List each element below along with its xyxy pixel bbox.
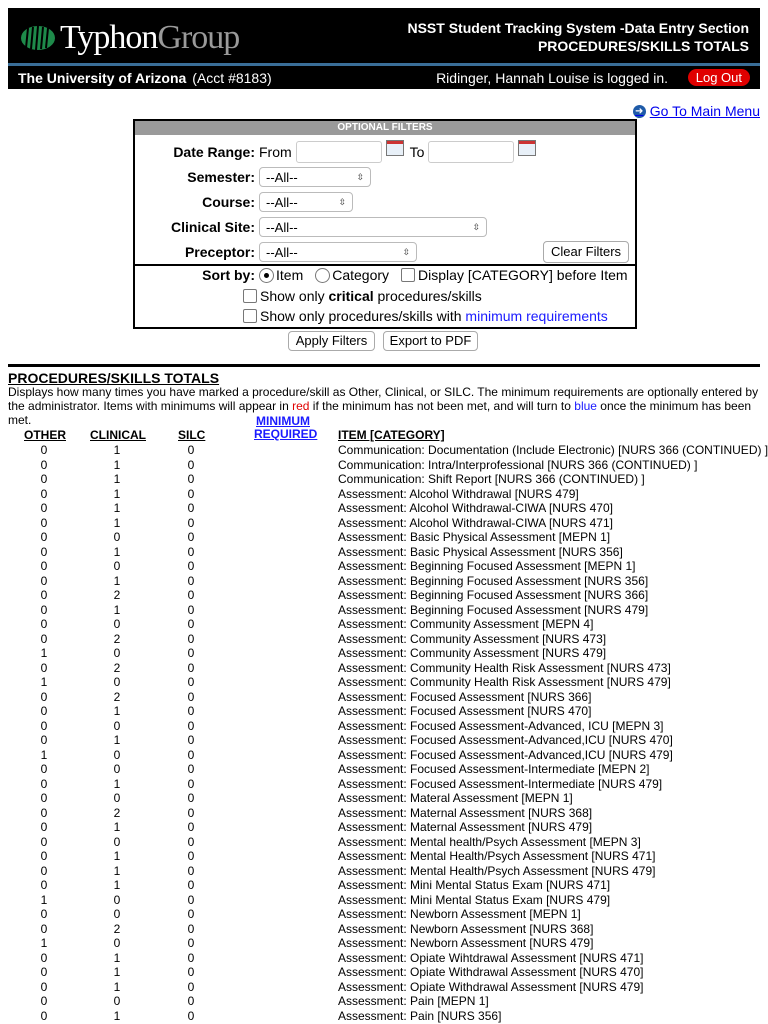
cell-silc: 0	[187, 689, 195, 704]
cell-item: Assessment: Beginning Focused Assessment [NURS 356]	[338, 573, 649, 588]
cell-item: Assessment: Mental Health/Psych Assessment [NURS 479]	[338, 863, 656, 878]
cell-clinical: 0	[113, 617, 121, 631]
sort-category-label: Category	[332, 267, 390, 283]
chevron-updown-icon: ⇳	[338, 196, 346, 207]
cell-other: 0	[40, 762, 48, 776]
table-row	[0, 951, 768, 966]
account-bar	[8, 66, 760, 89]
table-row	[0, 661, 768, 676]
cell-silc: 0	[187, 791, 195, 805]
cell-clinical: 1	[113, 704, 121, 718]
cell-other: 0	[40, 805, 48, 820]
cell-clinical: 1	[113, 820, 121, 834]
typhon-logo-icon	[20, 24, 56, 52]
cell-silc: 0	[187, 979, 195, 994]
cell-clinical: 0	[113, 718, 121, 733]
cell-silc: 0	[187, 834, 195, 849]
cell-clinical: 1	[113, 515, 121, 530]
sort-row	[135, 267, 628, 283]
cell-silc: 0	[187, 515, 195, 530]
cell-clinical: 1	[113, 486, 121, 501]
cell-clinical: 1	[113, 501, 121, 515]
cell-item: Assessment: Focused Assessment-Intermediate [MEPN 2]	[338, 762, 650, 776]
header-minimum-line2: REQUIRED	[254, 427, 318, 441]
table-row	[0, 820, 768, 835]
cell-other: 1	[40, 646, 48, 660]
table-row	[0, 907, 768, 922]
cell-clinical: 1	[113, 878, 121, 892]
cell-silc: 0	[187, 486, 195, 501]
cell-clinical: 0	[113, 936, 121, 950]
account-number: (Acct #8183)	[192, 70, 272, 86]
cell-item: Communication: Intra/Interprofessional [NURS 366 (CONTINUED) ]	[338, 457, 698, 472]
cell-item: Assessment: Focused Assessment-Advanced, ICU [MEPN 3]	[338, 718, 664, 733]
desc-part-2: if the minimum has not been met, and will turn to	[312, 399, 571, 413]
cell-other: 0	[40, 776, 48, 791]
cell-other: 0	[40, 457, 48, 472]
cell-other: 0	[40, 878, 48, 892]
table-row	[0, 632, 768, 647]
cell-clinical: 2	[113, 660, 121, 675]
section-title: PROCEDURES/SKILLS TOTALS	[8, 370, 220, 386]
cell-item: Assessment: Community Assessment [NURS 473]	[338, 631, 607, 646]
display-category-label: Display [CATEGORY] before Item	[418, 267, 628, 283]
semester-label: Semester:	[187, 169, 255, 185]
date-range-label: Date Range:	[173, 144, 255, 160]
filters-divider	[135, 264, 635, 266]
date-from-input[interactable]	[296, 141, 382, 163]
cell-other: 0	[40, 602, 48, 617]
cell-clinical: 1	[113, 472, 121, 486]
desc-part-3: once the minimum has been met.	[8, 399, 752, 427]
critical-row	[243, 288, 482, 304]
logo-text-group: Group	[157, 19, 240, 56]
cell-other: 0	[40, 472, 48, 486]
header-other[interactable]: OTHER	[24, 428, 66, 442]
table-row	[0, 965, 768, 980]
university-name	[18, 70, 272, 86]
cell-clinical: 0	[113, 834, 121, 849]
cell-other: 0	[40, 863, 48, 878]
cell-clinical: 1	[113, 1008, 121, 1023]
date-to-input[interactable]	[428, 141, 514, 163]
clinical-site-row	[135, 217, 487, 237]
cell-silc: 0	[187, 907, 195, 921]
header-minimum-required[interactable]	[254, 414, 318, 441]
minimum-only-checkbox[interactable]	[243, 309, 257, 323]
cell-item: Assessment: Newborn Assessment [NURS 368]	[338, 921, 594, 936]
table-row	[0, 791, 768, 806]
cell-silc: 0	[187, 863, 195, 878]
desc-red: red	[292, 399, 310, 413]
table-row	[0, 675, 768, 690]
cell-silc: 0	[187, 544, 195, 559]
cell-clinical: 1	[113, 950, 121, 965]
cell-other: 0	[40, 689, 48, 704]
cell-silc: 0	[187, 457, 195, 472]
cell-other: 0	[40, 834, 48, 849]
cell-silc: 0	[187, 965, 195, 979]
cell-clinical: 2	[113, 805, 121, 820]
logged-in-status: Ridinger, Hannah Louise is logged in.	[436, 70, 668, 86]
cell-item: Assessment: Mental Health/Psych Assessment [NURS 471]	[338, 849, 656, 863]
semester-select[interactable]	[259, 167, 371, 187]
clinical-site-value: --All--	[266, 219, 298, 235]
table-row	[0, 516, 768, 531]
cell-other: 0	[40, 544, 48, 559]
cell-silc: 0	[187, 704, 195, 718]
cell-clinical: 1	[113, 965, 121, 979]
cell-other: 0	[40, 791, 48, 805]
table-row	[0, 487, 768, 502]
cell-silc: 0	[187, 994, 195, 1008]
cell-item: Assessment: Mini Mental Status Exam [NURS 471]	[338, 878, 611, 892]
from-label: From	[259, 144, 292, 160]
system-title: NSST Student Tracking System -Data Entry Section	[407, 20, 749, 36]
cell-silc: 0	[187, 631, 195, 646]
semester-value: --All--	[266, 169, 298, 185]
cell-clinical: 0	[113, 747, 121, 762]
cell-clinical: 1	[113, 776, 121, 791]
cell-item: Assessment: Opiate Withdrawal Assessment [NURS 479]	[338, 979, 644, 994]
cell-other: 0	[40, 733, 48, 747]
cell-other: 0	[40, 965, 48, 979]
table-row	[0, 980, 768, 995]
critical-post: procedures/skills	[377, 288, 482, 304]
cell-item: Assessment: Community Health Risk Assessment [NURS 473]	[338, 660, 671, 675]
preceptor-select[interactable]	[259, 242, 417, 262]
cell-clinical: 0	[113, 762, 121, 776]
sort-item-label: Item	[276, 267, 304, 283]
cell-other: 0	[40, 573, 48, 588]
cell-item: Assessment: Community Assessment [NURS 479]	[338, 646, 607, 660]
arrow-right-icon: ➜	[633, 105, 646, 118]
cell-item: Assessment: Pain [MEPN 1]	[338, 994, 489, 1008]
cell-clinical: 1	[113, 863, 121, 878]
cell-silc: 0	[187, 675, 195, 689]
clear-filters-button[interactable]: Clear Filters	[543, 241, 629, 263]
cell-silc: 0	[187, 733, 195, 747]
minimum-pre: Show only procedures/skills with	[260, 308, 462, 324]
section-divider	[8, 364, 760, 367]
cell-other: 0	[40, 515, 48, 530]
cell-silc: 0	[187, 747, 195, 762]
table-row	[0, 704, 768, 719]
desc-part-1: Displays how many times you have marked a procedure/skill as Other, Clinical, or SILC. The minimum requirements are optionally entered by the administrator. Items with minimums will appear in	[8, 385, 759, 413]
cell-silc: 0	[187, 805, 195, 820]
chevron-updown-icon: ⇳	[402, 246, 410, 257]
cell-clinical: 2	[113, 921, 121, 936]
cell-clinical: 0	[113, 675, 121, 689]
apply-filters-button[interactable]: Apply Filters	[288, 331, 375, 351]
to-label: To	[409, 144, 425, 160]
cell-item: Assessment: Beginning Focused Assessment [NURS 479]	[338, 602, 649, 617]
table-row	[0, 458, 768, 473]
system-title-block	[407, 19, 749, 55]
cell-other: 0	[40, 1008, 48, 1023]
table-row	[0, 472, 768, 487]
cell-item: Assessment: Opiate Wihtdrawal Assessment [NURS 471]	[338, 950, 644, 965]
cell-silc: 0	[187, 936, 195, 950]
cell-item: Assessment: Focused Assessment [NURS 470]	[338, 704, 592, 718]
cell-silc: 0	[187, 1008, 195, 1023]
cell-clinical: 0	[113, 530, 121, 544]
cell-clinical: 0	[113, 559, 121, 573]
course-label: Course:	[202, 194, 255, 210]
cell-item: Communication: Shift Report [NURS 366 (CONTINUED) ]	[338, 472, 645, 486]
cell-silc: 0	[187, 501, 195, 515]
table-row	[0, 501, 768, 516]
table-row	[0, 719, 768, 734]
page-title: PROCEDURES/SKILLS TOTALS	[537, 38, 749, 54]
typhon-logo[interactable]	[20, 18, 239, 58]
cell-item: Assessment: Focused Assessment-Advanced,ICU [NURS 479]	[338, 747, 673, 762]
critical-only-checkbox[interactable]	[243, 289, 257, 303]
logout-button[interactable]: Log Out	[688, 69, 750, 86]
cell-silc: 0	[187, 776, 195, 791]
chevron-updown-icon: ⇳	[472, 221, 480, 232]
minimum-requirements-link[interactable]: minimum requirements	[465, 308, 608, 324]
preceptor-label: Preceptor:	[184, 244, 255, 260]
desc-blue: blue	[574, 399, 597, 413]
header-minimum-line1: MINIMUM	[256, 414, 310, 428]
cell-other: 0	[40, 907, 48, 921]
preceptor-row	[135, 242, 417, 262]
clinical-site-select[interactable]	[259, 217, 487, 237]
cell-silc: 0	[187, 573, 195, 588]
cell-other: 0	[40, 979, 48, 994]
cell-other: 0	[40, 994, 48, 1008]
cell-silc: 0	[187, 443, 195, 457]
cell-other: 1	[40, 675, 48, 689]
cell-silc: 0	[187, 646, 195, 660]
totals-table-body	[0, 443, 768, 1023]
table-row	[0, 893, 768, 908]
cell-item: Assessment: Focused Assessment [NURS 366]	[338, 689, 592, 704]
cell-item: Assessment: Pain [NURS 356]	[338, 1008, 502, 1023]
cell-item: Assessment: Alcohol Withdrawal [NURS 479]	[338, 486, 579, 501]
main-menu-label: Go To Main Menu	[649, 103, 760, 119]
table-row	[0, 545, 768, 560]
cell-item: Assessment: Alcohol Withdrawal-CIWA [NURS 470]	[338, 501, 613, 515]
header-silc[interactable]: SILC	[178, 428, 206, 442]
cell-other: 0	[40, 718, 48, 733]
cell-clinical: 2	[113, 588, 121, 602]
cell-clinical: 0	[113, 791, 121, 805]
cell-item: Assessment: Mini Mental Status Exam [NURS 479]	[338, 892, 611, 907]
cell-other: 0	[40, 588, 48, 602]
cell-other: 1	[40, 892, 48, 907]
cell-item: Assessment: Mental health/Psych Assessment [MEPN 3]	[338, 834, 641, 849]
section-description	[8, 385, 762, 427]
minimum-row	[243, 308, 608, 324]
cell-silc: 0	[187, 820, 195, 834]
cell-clinical: 0	[113, 907, 121, 921]
table-row	[0, 588, 768, 603]
cell-item: Assessment: Beginning Focused Assessment [NURS 366]	[338, 588, 649, 602]
table-row	[0, 849, 768, 864]
cell-clinical: 1	[113, 544, 121, 559]
cell-other: 0	[40, 486, 48, 501]
cell-silc: 0	[187, 718, 195, 733]
cell-clinical: 1	[113, 573, 121, 588]
table-row	[0, 574, 768, 589]
cell-item: Assessment: Newborn Assessment [MEPN 1]	[338, 907, 581, 921]
table-row	[0, 617, 768, 632]
table-row	[0, 806, 768, 821]
cell-clinical: 1	[113, 602, 121, 617]
table-row	[0, 559, 768, 574]
cell-silc: 0	[187, 878, 195, 892]
app-header	[8, 8, 760, 65]
cell-other: 0	[40, 704, 48, 718]
table-row	[0, 994, 768, 1009]
course-select[interactable]	[259, 192, 353, 212]
table-row	[0, 777, 768, 792]
cell-item: Assessment: Community Health Risk Assessment [NURS 479]	[338, 675, 671, 689]
cell-silc: 0	[187, 588, 195, 602]
cell-other: 0	[40, 617, 48, 631]
cell-clinical: 0	[113, 994, 121, 1008]
course-row	[135, 192, 353, 212]
cell-item: Assessment: Focused Assessment-Advanced,ICU [NURS 470]	[338, 733, 673, 747]
main-menu-link[interactable]	[633, 103, 760, 119]
cell-silc: 0	[187, 660, 195, 675]
cell-item: Assessment: Opiate Withdrawal Assessment [NURS 470]	[338, 965, 644, 979]
cell-silc: 0	[187, 472, 195, 486]
cell-clinical: 1	[113, 979, 121, 994]
cell-item: Assessment: Basic Physical Assessment [NURS 356]	[338, 544, 623, 559]
table-row	[0, 690, 768, 705]
cell-other: 0	[40, 660, 48, 675]
cell-clinical: 1	[113, 733, 121, 747]
cell-other: 1	[40, 936, 48, 950]
cell-other: 0	[40, 849, 48, 863]
cell-silc: 0	[187, 849, 195, 863]
table-row	[0, 603, 768, 618]
date-range-row	[135, 141, 540, 163]
cell-item: Assessment: Focused Assessment-Intermediate [NURS 479]	[338, 776, 663, 791]
table-row	[0, 733, 768, 748]
cell-clinical: 2	[113, 689, 121, 704]
cell-other: 1	[40, 747, 48, 762]
table-row	[0, 864, 768, 879]
cell-other: 0	[40, 559, 48, 573]
cell-silc: 0	[187, 530, 195, 544]
header-item-category[interactable]: ITEM [CATEGORY]	[338, 428, 445, 442]
cell-item: Assessment: Newborn Assessment [NURS 479]	[338, 936, 594, 950]
display-category-checkbox[interactable]	[401, 268, 415, 282]
table-row	[0, 646, 768, 661]
cell-item: Assessment: Maternal Assessment [NURS 368]	[338, 805, 593, 820]
sort-category-radio[interactable]	[315, 268, 330, 283]
optional-filters-panel	[133, 119, 637, 329]
cell-silc: 0	[187, 617, 195, 631]
course-value: --All--	[266, 194, 298, 210]
cell-item: Communication: Documentation (Include Electronic) [NURS 366 (CONTINUED) ]	[338, 443, 768, 457]
table-row	[0, 748, 768, 763]
sort-by-label: Sort by:	[202, 267, 255, 283]
table-row	[0, 835, 768, 850]
cell-item: Assessment: Basic Physical Assessment [MEPN 1]	[338, 530, 611, 544]
preceptor-value: --All--	[266, 244, 298, 260]
cell-item: Assessment: Alcohol Withdrawal-CIWA [NURS 471]	[338, 515, 613, 530]
cell-other: 0	[40, 501, 48, 515]
cell-clinical: 0	[113, 646, 121, 660]
cell-clinical: 1	[113, 457, 121, 472]
table-row	[0, 530, 768, 545]
cell-other: 0	[40, 443, 48, 457]
cell-silc: 0	[187, 950, 195, 965]
cell-silc: 0	[187, 602, 195, 617]
cell-clinical: 0	[113, 892, 121, 907]
cell-silc: 0	[187, 921, 195, 936]
filters-title: OPTIONAL FILTERS	[135, 121, 635, 135]
export-pdf-button[interactable]: Export to PDF	[383, 331, 478, 351]
semester-row	[135, 167, 371, 187]
cell-other: 0	[40, 820, 48, 834]
cell-silc: 0	[187, 892, 195, 907]
calendar-from-icon[interactable]	[386, 140, 404, 156]
header-clinical[interactable]: CLINICAL	[90, 428, 146, 442]
cell-clinical: 2	[113, 631, 121, 646]
table-row	[0, 878, 768, 893]
cell-item: Assessment: Community Assessment [MEPN 4]	[338, 617, 594, 631]
cell-silc: 0	[187, 762, 195, 776]
cell-other: 0	[40, 530, 48, 544]
cell-other: 0	[40, 631, 48, 646]
cell-item: Assessment: Beginning Focused Assessment [MEPN 1]	[338, 559, 636, 573]
clinical-site-label: Clinical Site:	[170, 219, 255, 235]
table-row	[0, 936, 768, 951]
university-label: The University of Arizona	[18, 70, 187, 86]
critical-bold: critical	[328, 288, 374, 304]
cell-other: 0	[40, 950, 48, 965]
table-row	[0, 443, 768, 458]
logo-text-typhon: Typhon	[60, 19, 158, 56]
cell-silc: 0	[187, 559, 195, 573]
cell-clinical: 1	[113, 849, 121, 863]
cell-clinical: 1	[113, 443, 121, 457]
cell-other: 0	[40, 921, 48, 936]
calendar-to-icon[interactable]	[518, 140, 536, 156]
sort-item-radio[interactable]	[259, 268, 274, 283]
table-row	[0, 922, 768, 937]
critical-pre: Show only	[260, 288, 325, 304]
chevron-updown-icon: ⇳	[356, 171, 364, 182]
table-row	[0, 762, 768, 777]
cell-item: Assessment: Materal Assessment [MEPN 1]	[338, 791, 573, 805]
cell-item: Assessment: Maternal Assessment [NURS 479]	[338, 820, 593, 834]
table-row	[0, 1009, 768, 1024]
